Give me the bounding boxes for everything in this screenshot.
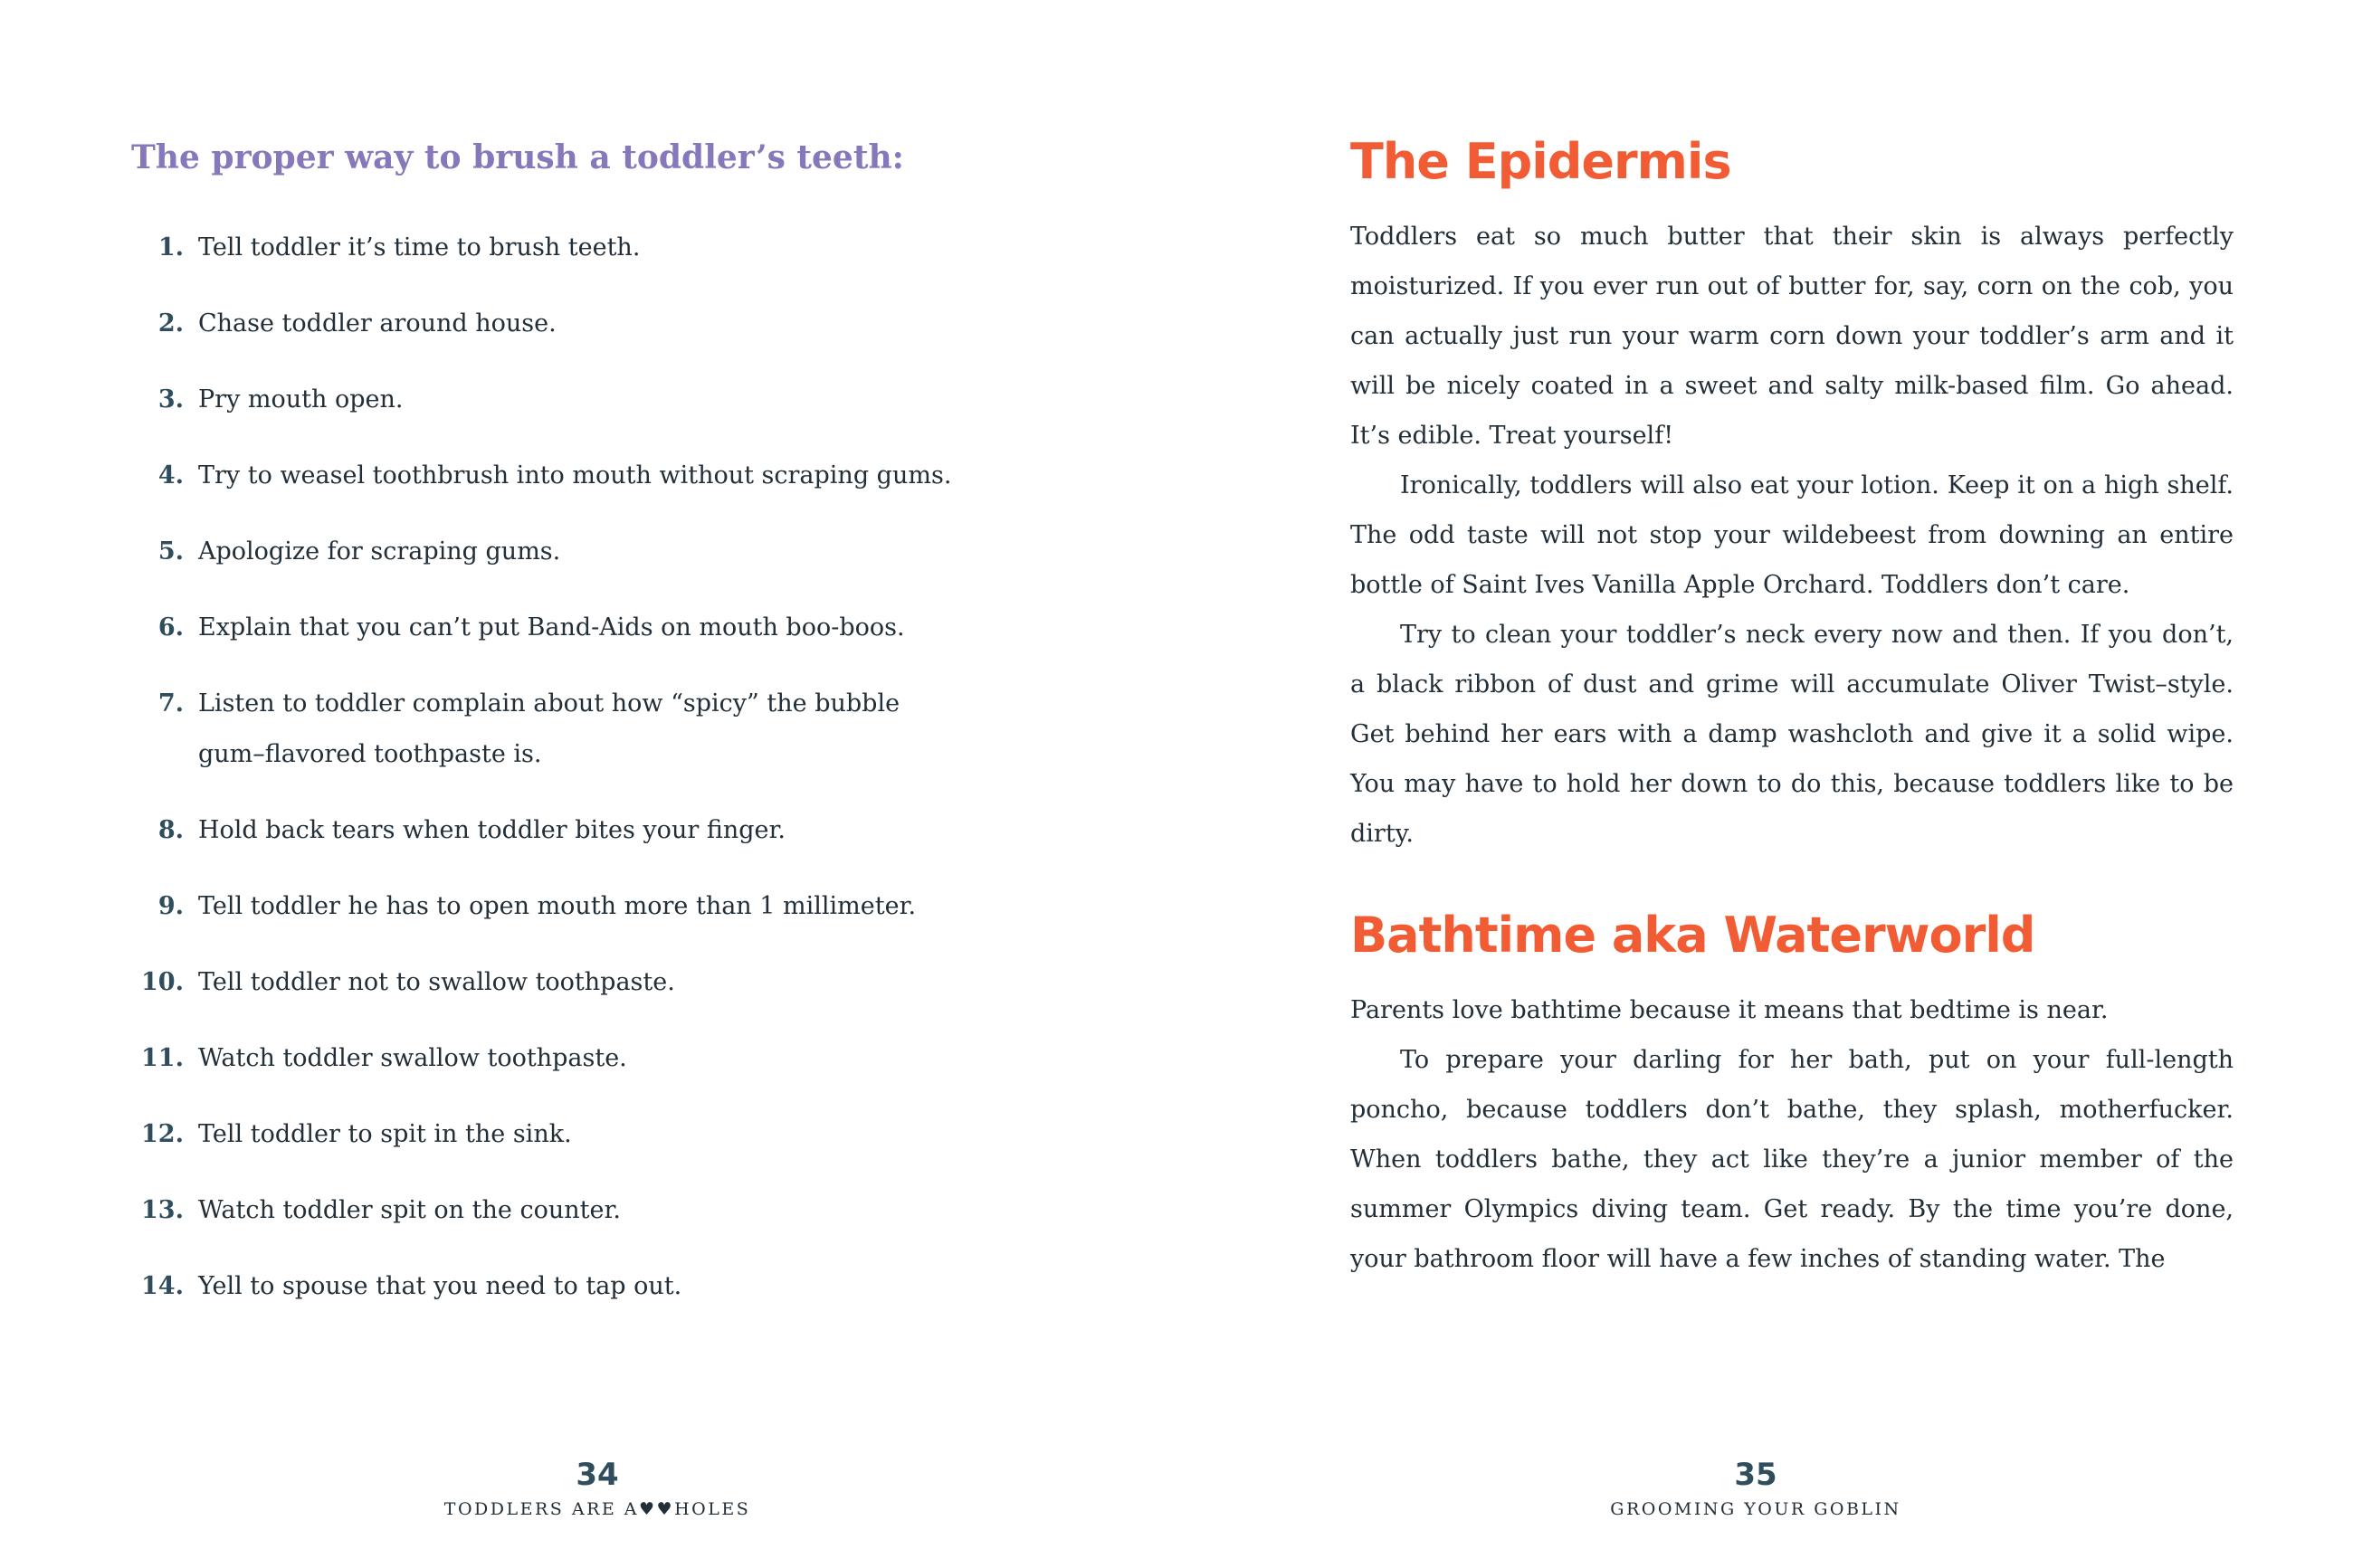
list-item-text-line1: Listen to toddler complain about how “spicy” the bubble — [198, 689, 900, 717]
list-item-text: Tell toddler he has to open mouth more than 1 millimeter. — [198, 892, 917, 920]
paragraph: Try to clean your toddler’s neck every now and then. If you don’t, a black ribbon of dust and grime will accumulate Oliver Twist–style. Get behind her ears with a damp washcloth and give it a solid wipe. You may have to hold her down to do this, because toddlers like to be dirty. — [1350, 621, 2234, 848]
list-heading: The proper way to brush a toddler’s teeth: — [131, 138, 904, 176]
paragraph: To prepare your darling for her bath, put on your full-length poncho, because toddlers don’t bathe, they splash, motherfucker. When toddlers bathe, they act like they’re a junior member of the summer Olympics diving team. Get ready. By the time you’re done, your bathroom floor will have a few inches of standing water. The — [1350, 1046, 2234, 1273]
list-item — [131, 223, 1113, 273]
list-item — [131, 957, 1113, 1008]
list-item — [131, 375, 1113, 425]
list-item-text: Apologize for scraping gums. — [198, 537, 561, 565]
list-item — [131, 805, 1113, 856]
paragraph: Toddlers eat so much butter that their skin is always perfectly moisturized. If you ever run out of butter for, say, corn on the cob, you can actually just run your warm corn down your toddler’s arm and it will be nicely coated in a sweet and salty milk-based film. Go ahead. It’s edible. Treat yourself! — [1350, 223, 2234, 450]
page-left — [0, 0, 1176, 1568]
list-item-text: Tell toddler it’s time to brush teeth. — [198, 233, 641, 261]
list-item-number: 9. — [157, 892, 184, 920]
page-number: 35 — [1734, 1457, 1777, 1493]
running-title: GROOMING YOUR GOBLIN — [1610, 1499, 1901, 1519]
list-item-text-line2: gum–flavored toothpaste is. — [198, 740, 542, 768]
list-item — [131, 1185, 1113, 1236]
list-item — [131, 603, 1113, 653]
list-item — [131, 299, 1113, 349]
page-right — [1176, 0, 2353, 1568]
list-item-number: 6. — [157, 613, 184, 641]
list-item-text: Tell toddler to spit in the sink. — [198, 1120, 572, 1148]
list-item-number: 8. — [157, 816, 184, 844]
list-item — [131, 1261, 1113, 1312]
list-item-text: Tell toddler not to swallow toothpaste. — [198, 968, 675, 996]
list-item-number: 2. — [157, 309, 184, 337]
list-item-text: Yell to spouse that you need to tap out. — [198, 1272, 682, 1300]
list-item-text: Watch toddler spit on the counter. — [198, 1196, 621, 1224]
list-item-number: 7. — [157, 689, 184, 717]
list-item-number: 5. — [157, 537, 184, 565]
toothbrushing-steps-list — [131, 223, 1113, 1312]
list-item — [131, 679, 1113, 780]
list-item — [131, 881, 1113, 932]
list-item-number: 13. — [141, 1196, 184, 1224]
list-item-number: 4. — [157, 461, 184, 489]
section-heading-bathtime: Bathtime aka Waterworld — [1350, 907, 2035, 964]
list-item-number: 10. — [141, 968, 184, 996]
list-item-number: 12. — [141, 1120, 184, 1148]
list-item-text: Pry mouth open. — [198, 385, 404, 413]
list-item-text: Try to weasel toothbrush into mouth without scraping gums. — [198, 461, 952, 489]
list-item-number: 1. — [157, 233, 184, 261]
section-heading-epidermis: The Epidermis — [1350, 133, 1731, 190]
list-item-number: 11. — [141, 1044, 184, 1072]
page-footer-right — [1350, 1459, 2161, 1520]
right-page-content — [1350, 133, 2234, 1284]
list-item-text: Chase toddler around house. — [198, 309, 557, 337]
page-number: 34 — [576, 1457, 619, 1493]
left-page-content — [131, 138, 1113, 1337]
paragraph: Ironically, toddlers will also eat your lotion. Keep it on a high shelf. The odd taste will not stop your wildebeest from downing an entire bottle of Saint Ives Vanilla Apple Orchard. Toddlers don’t care. — [1350, 471, 2234, 599]
paragraph: Parents love bathtime because it means that bedtime is near. — [1350, 996, 2109, 1024]
list-item — [131, 1109, 1113, 1160]
list-item-text: Hold back tears when toddler bites your finger. — [198, 816, 786, 844]
list-item-number: 14. — [141, 1272, 184, 1300]
running-title: TODDLERS ARE A♥♥HOLES — [443, 1499, 751, 1519]
list-item — [131, 1033, 1113, 1084]
list-item — [131, 527, 1113, 577]
page-footer-left — [131, 1459, 1063, 1520]
list-item-text: Explain that you can’t put Band-Aids on mouth boo-boos. — [198, 613, 905, 641]
list-item-number: 3. — [157, 385, 184, 413]
list-item-text: Watch toddler swallow toothpaste. — [198, 1044, 627, 1072]
list-item-text — [198, 679, 1113, 780]
list-item — [131, 451, 1113, 501]
